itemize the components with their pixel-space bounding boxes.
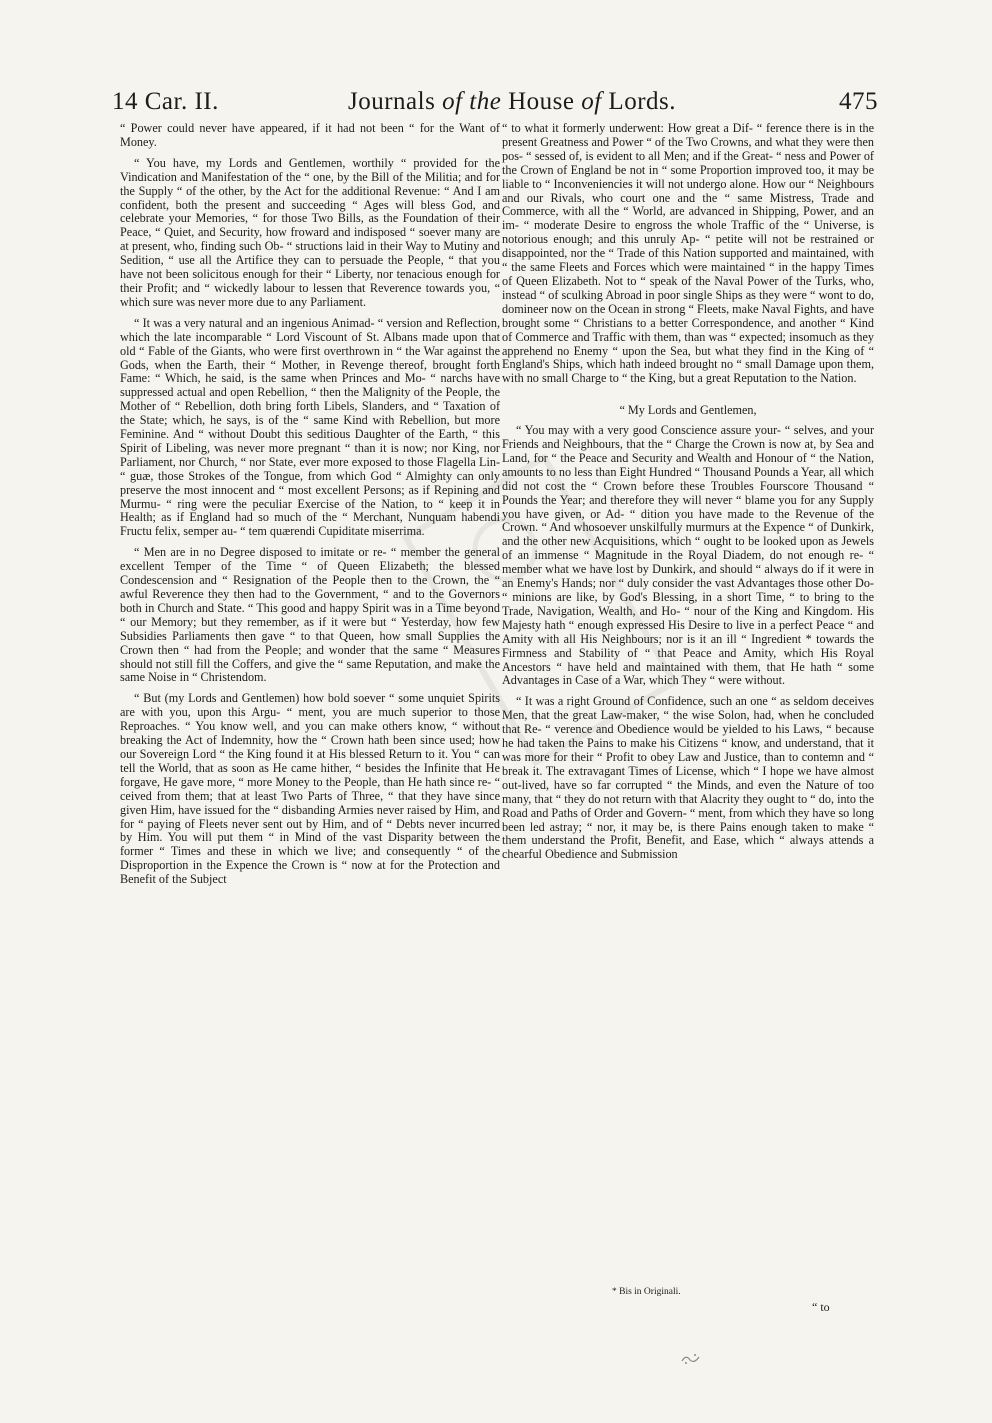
paragraph: “ to what it formerly underwent: How great a Dif- “ ference there is in the present Greatness and Power “ of the Two Crowns, and what they were then pos- “ sessed of, is evident to all Men; and if the Great- “ ness and Power of the Crown of England be not in “ some Proportion improved too, it may be liable to “ Inconveniencies it will not undergo alone. How our “ Neighbours and our Rivals, who court one and the “ same Mistress, Trade and Commerce, with all the “ World, are advanced in Shipping, Power, and an im- “ moderate Desire to engross the whole Traffic of the “ Universe, is notorious enough; and this unruly Ap- “ petite will not be restrained or disappointed, nor the “ Trade of this Nation supported and maintained, with “ the same Fleets and Forces which were maintained “ in the happy Times of Queen Elizabeth. Not to “ speak of the Naval Power of the Turks, who, instead “ of sculking Abroad in poor single Ships as they were “ wont to do, domineer now on the Ocean in strong “ Fleets, make Naval Fights, and have brought some “ Christians to a better Correspondence, and another “ Kind of Commerce and Traffic with them, than was “ expected; insomuch as they apprehend no Enemy “ upon the Sea, but what they find in the King of “ England's Ships, which hath indeed brought no “ small Damage upon them, with no small Charge to “ the King, but a great Reputation to the Nation. bbox=[502, 121, 874, 386]
catchword: “ to bbox=[812, 1300, 830, 1314]
paragraph: “ Power could never have appeared, if it had not been “ for the Want of Money. bbox=[120, 121, 500, 149]
title-of-1: of bbox=[442, 88, 463, 115]
title-of-2: of bbox=[581, 88, 602, 115]
regnal-year: 14 Car. II. bbox=[112, 88, 219, 115]
printer-mark-icon bbox=[680, 1352, 702, 1366]
title-the: the bbox=[469, 88, 502, 115]
paragraph: “ You may with a very good Conscience assure your- “ selves, and your Friends and Neighbours, that the “ Charge the Crown is now at, by Sea and Land, for “ the Peace and Security and Wealth and Honour of “ the Nation, amounts to no less than Eight Hundred “ Thousand Pounds a Year, all which did not cost the “ Crown before these Troubles Fourscore Thousand “ Pounds the Year; and therefore they will never “ blame you for any Supply you have given, or Ad- “ dition you have made to the Revenue of the Crown. “ And whosoever unskilfully murmurs at the Expence “ of Dunkirk, and the other new Acquisitions, which “ ought to be looked upon as Jewels of an immense “ Magnitude in the Royal Diadem, do not enough re- “ member what we have lost by Dunkirk, and should “ always do if it were in an Enemy's Hands; nor “ duly consider the vast Advantages those other Do- “ minions are like, by God's Blessing, in a short Time, “ to bring to the Trade, Navigation, Wealth, and Ho- “ nour of the King and Kingdom. His Majesty hath “ enough expressed His Desire to live in a perfect Peace “ and Amity with all His Neighbours; nor is it an ill “ Ingredient * towards the Firmness and Stability of “ that Peace and Amity, which His Royal Ancestors “ have held and maintained with them, that He hath “ some Advantages in Case of a War, which They “ were without. bbox=[502, 423, 874, 688]
paragraph: “ It was a very natural and an ingenious Animad- “ version and Reflection, which the late incomparable “ Lord Viscount of St. Albans made upon that old “ Fable of the Giants, who were first overthrown in “ the War against the Gods, when the Earth, their “ Mother, in Revenge thereof, brought forth Fame: “ Which, he said, is the same when Princes and Mo- “ narchs have suppressed actual and open Rebellion, “ then the Malignity of the People, the Mother of “ Rebellion, doth bring forth Libels, Slanders, and “ Taxation of the State; which, he says, is of the “ same Kind with Rebellion, but more Feminine. And “ without Doubt this seditious Daughter of the Earth, “ this Spirit of Libeling, was never more pregnant “ than it is now; nor King, nor Parliament, nor Church, “ nor State, ever more exposed to those Flagella Lin- “ guæ, those Strokes of the Tongue, from which God “ Almighty can only preserve the most innocent and “ most excellent Persons; as if Repining and Murmu- “ ring were the peculiar Exercise of the Nation, to “ keep it in Health; as if England had so much of the “ Merchant, Nunquam habendi Fructu felix, semper au- “ tem quærendi Cupiditate miserrima. bbox=[120, 315, 500, 539]
paragraph: “ It was a right Ground of Confidence, such an one “ as seldom deceives Men, that the great Law-maker, “ the wise Solon, had, when he concluded that Re- “ verence and Obedience would be yielded to his Laws, “ because he had taken the Pains to make his Citizens “ know, and understand, that it was more for their “ Profit to obey Law and Justice, than to contemn and “ break it. The extravagant Times of License, which “ I hope we have almost out-lived, have so far corrupted “ the Minds, and even the Nature of too many, that “ they do not return with that Alacrity they ought to “ do, into the Road and Paths of Order and Govern- “ ment, from which they have so long been led astray; “ nor, it may be, is there Pains enough taken to make “ them understand the Profit, Benefit, and Ease, which “ always attends a chearful Obedience and Submission bbox=[502, 694, 874, 862]
page-number: 475 bbox=[839, 88, 878, 115]
paragraph: “ Men are in no Degree disposed to imitate or re- “ member the general excellent Temper of the Time “ of Queen Elizabeth; the blessed Condescension and “ Resignation of the People then to the Crown, the “ awful Reverence they then had to the Government, “ and to the Governors both in Church and State. “ This good and happy Spirit was in a Time beyond “ our Memory; but they remember, as if it were but “ Yesterday, how few Subsidies Parliaments then gave “ to that Queen, how small Supplies the Crown then “ had from the People; and wonder that the same “ Measures should not still fill the Coffers, and give the “ same Reputation, and make the same Noise in “ Christendom. bbox=[120, 545, 500, 685]
title-journals: Journals bbox=[348, 88, 436, 115]
title-house: House bbox=[508, 88, 575, 115]
running-header bbox=[112, 88, 878, 122]
salutation: “ My Lords and Gentlemen, bbox=[619, 403, 757, 418]
footnote: * Bis in Originali. bbox=[612, 1287, 681, 1297]
title-lords: Lords. bbox=[608, 88, 676, 115]
paragraph: “ But (my Lords and Gentlemen) how bold soever “ some unquiet Spirits are with you, upon this Argu- “ ment, you are much superior to those Reproaches. “ You know well, and you can make others know, “ without breaking the Act of Indemnity, how the “ Crown hath been since used; how our Sovereign Lord “ the King found it at His blessed Return to it. You “ can tell the World, that as soon as He came hither, “ besides the Infinite that He forgave, He gave more, “ more Money to the People, than He hath since re- “ ceived from them; that at least Two Parts of Three, “ that they have since given Him, have issued for the “ disbanding Armies never raised by Him, and for “ paying of Fleets never sent out by Him, and of “ Debts never incurred by Him. You will put them “ in Mind of the vast Disparity between the former “ Times and these in which we live; and consequently “ of the Disproportion in the Expence the Crown is “ now at for the Protection and Benefit of the Subject bbox=[120, 691, 500, 887]
paragraph: “ You have, my Lords and Gentlemen, worthily “ provided for the Vindication and Manifestation of the “ one, by the Bill of the Militia; and for the Supply “ of the other, by the Act for the additional Revenue: “ And I am confident, both the present and succeeding “ Ages will bless God, and celebrate your Memories, “ for those Two Bills, as the Foundation of their Peace, “ Quiet, and Security, how froward and indisposed “ soever many are at present, who, finding such Ob- “ structions laid in their Way to Mutiny and Sedition, “ use all the Artifice they can to persuade the People, “ that you have not been solicitous enough for their “ Liberty, nor tenacious enough for their Profit; and “ wickedly labour to lessen that Reverence towards you, “ which sure was never more due to any Parliament. bbox=[120, 155, 500, 309]
journal-title bbox=[348, 88, 676, 116]
